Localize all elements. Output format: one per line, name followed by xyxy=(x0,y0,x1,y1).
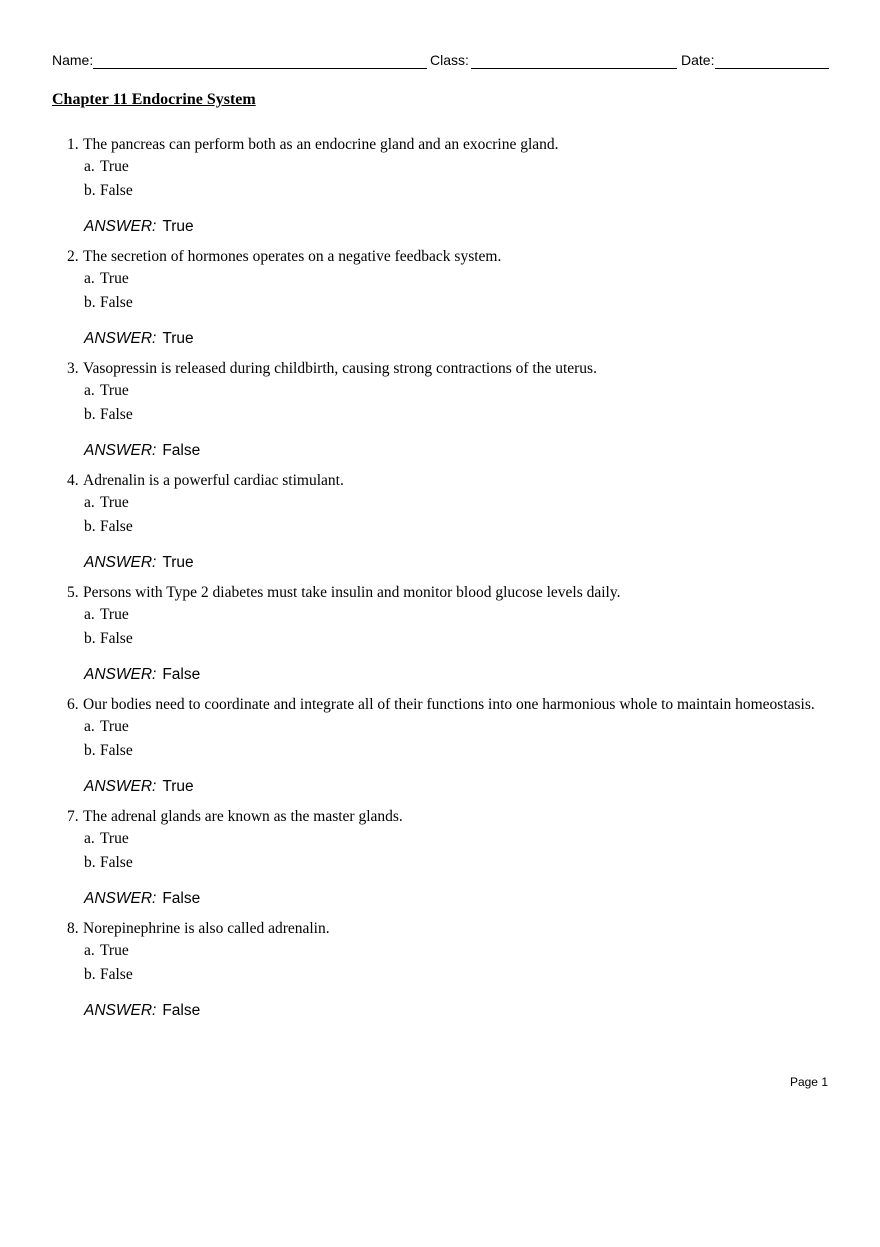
question-number: 7. xyxy=(67,808,79,825)
answer-line xyxy=(84,218,194,236)
question-number: 4. xyxy=(67,472,79,489)
class-field-line[interactable] xyxy=(471,68,677,69)
option-text: True xyxy=(100,158,129,175)
option-text: True xyxy=(100,942,129,959)
option-b xyxy=(84,182,133,200)
option-text: False xyxy=(100,182,133,199)
option-letter: a. xyxy=(84,158,95,175)
question-number: 5. xyxy=(67,584,79,601)
answer-line xyxy=(84,554,194,572)
answer-value: True xyxy=(162,330,194,347)
option-a xyxy=(84,382,129,400)
class-label: Class: xyxy=(430,52,469,68)
question-text: Norepinephrine is also called adrenalin. xyxy=(83,920,330,937)
answer-value: True xyxy=(162,554,194,571)
question-text: The pancreas can perform both as an endocrine gland and an exocrine gland. xyxy=(83,136,559,153)
answer-line xyxy=(84,1002,200,1020)
answer-line xyxy=(84,330,194,348)
option-letter: b. xyxy=(84,630,96,647)
option-a xyxy=(84,942,129,960)
option-text: False xyxy=(100,854,133,871)
option-text: False xyxy=(100,742,133,759)
answer-label: ANSWER: xyxy=(84,1002,157,1019)
option-b xyxy=(84,294,133,312)
question-item xyxy=(67,136,857,248)
option-a xyxy=(84,494,129,512)
answer-value: True xyxy=(162,778,194,795)
option-letter: a. xyxy=(84,606,95,623)
answer-label: ANSWER: xyxy=(84,218,157,235)
answer-label: ANSWER: xyxy=(84,890,157,907)
option-a xyxy=(84,158,129,176)
question-text: Our bodies need to coordinate and integrate all of their functions into one harmonious whole to maintain homeostasis. xyxy=(83,696,815,713)
option-letter: b. xyxy=(84,854,96,871)
question-number: 2. xyxy=(67,248,79,265)
option-letter: a. xyxy=(84,830,95,847)
option-b xyxy=(84,966,133,984)
option-letter: b. xyxy=(84,966,96,983)
date-field-line[interactable] xyxy=(715,68,829,69)
option-a xyxy=(84,830,129,848)
question-number: 3. xyxy=(67,360,79,377)
option-text: False xyxy=(100,518,133,535)
answer-line xyxy=(84,442,200,460)
name-label: Name: xyxy=(52,52,94,68)
option-b xyxy=(84,854,133,872)
question-item xyxy=(67,808,857,920)
answer-value: False xyxy=(162,442,201,459)
option-text: True xyxy=(100,830,129,847)
option-text: False xyxy=(100,630,133,647)
answer-label: ANSWER: xyxy=(84,330,157,347)
answer-line xyxy=(84,778,194,796)
question-text: The adrenal glands are known as the master glands. xyxy=(83,808,403,825)
question-text: Vasopressin is released during childbirth, causing strong contractions of the uterus. xyxy=(83,360,597,377)
question-item xyxy=(67,360,857,472)
question-item xyxy=(67,920,857,1032)
question-text: Persons with Type 2 diabetes must take insulin and monitor blood glucose levels daily. xyxy=(83,584,621,601)
option-b xyxy=(84,518,133,536)
answer-line xyxy=(84,890,200,908)
option-b xyxy=(84,630,133,648)
answer-value: True xyxy=(162,218,194,235)
option-text: True xyxy=(100,270,129,287)
page-number: Page 1 xyxy=(789,1075,828,1089)
answer-line xyxy=(84,666,200,684)
option-letter: b. xyxy=(84,518,96,535)
answer-value: False xyxy=(162,1002,201,1019)
question-item xyxy=(67,584,857,696)
answer-label: ANSWER: xyxy=(84,778,157,795)
chapter-title: Chapter 11 Endocrine System xyxy=(52,91,256,108)
question-item xyxy=(67,472,857,584)
option-text: True xyxy=(100,606,129,623)
question-number: 8. xyxy=(67,920,79,937)
option-text: True xyxy=(100,718,129,735)
option-a xyxy=(84,606,129,624)
question-item xyxy=(67,248,857,360)
option-text: True xyxy=(100,494,129,511)
name-field-line[interactable] xyxy=(93,68,427,69)
option-letter: a. xyxy=(84,382,95,399)
option-letter: a. xyxy=(84,718,95,735)
answer-value: False xyxy=(162,666,201,683)
option-text: True xyxy=(100,382,129,399)
option-letter: a. xyxy=(84,494,95,511)
question-text: The secretion of hormones operates on a negative feedback system. xyxy=(83,248,502,265)
option-a xyxy=(84,270,129,288)
date-label: Date: xyxy=(681,52,715,68)
option-b xyxy=(84,742,133,760)
question-text: Adrenalin is a powerful cardiac stimulant. xyxy=(83,472,344,489)
option-letter: b. xyxy=(84,182,96,199)
question-list xyxy=(67,136,857,1032)
question-number: 1. xyxy=(67,136,79,153)
option-text: False xyxy=(100,406,133,423)
answer-label: ANSWER: xyxy=(84,666,157,683)
question-item xyxy=(67,696,857,808)
option-text: False xyxy=(100,966,133,983)
answer-value: False xyxy=(162,890,201,907)
header xyxy=(52,52,829,72)
question-number: 6. xyxy=(67,696,79,713)
option-letter: b. xyxy=(84,406,96,423)
option-letter: a. xyxy=(84,270,95,287)
answer-label: ANSWER: xyxy=(84,554,157,571)
option-a xyxy=(84,718,129,736)
option-letter: b. xyxy=(84,294,96,311)
option-text: False xyxy=(100,294,133,311)
option-letter: b. xyxy=(84,742,96,759)
option-letter: a. xyxy=(84,942,95,959)
answer-label: ANSWER: xyxy=(84,442,157,459)
option-b xyxy=(84,406,133,424)
